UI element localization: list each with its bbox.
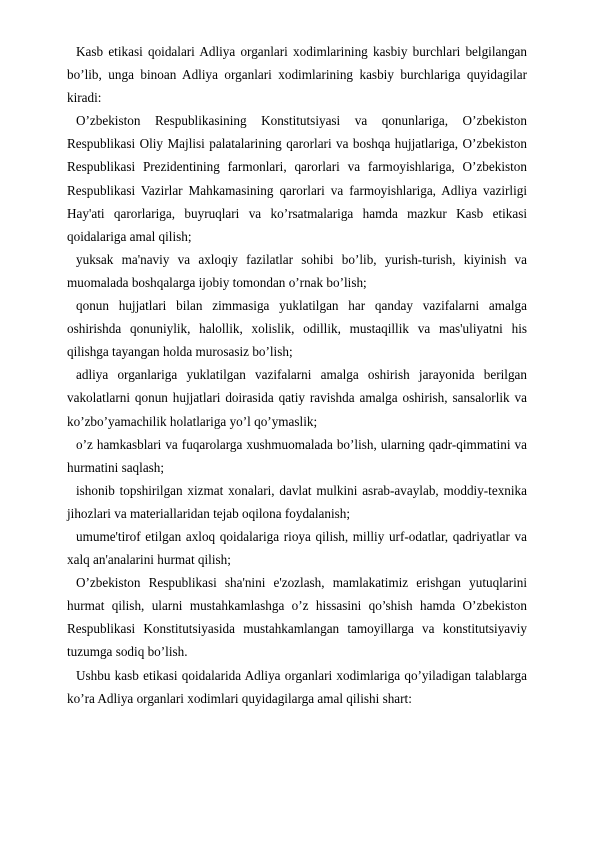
- document-body: [67, 40, 527, 710]
- paragraph-duty-courtesy: o’z hamkasblari va fuqarolarga xushmuomalada bo’lish, ularning qadr-qimmatini va hurmatini saqlash;: [67, 436, 527, 475]
- paragraph-closing: Ushbu kasb etikasi qoidalarida Adliya organlari xodimlariga qo’yiladigan talablarga ko’ra Adliya organlari xodimlari quyidagilarga amal qilishi shart:: [67, 667, 527, 706]
- paragraph-intro: Kasb etikasi qoidalari Adliya organlari xodimlarining kasbiy burchlari belgilangan bo’lib, unga binoan Adliya organlari xodimlarining kasbiy burchlariga quyidagilar kiradi:: [67, 44, 527, 106]
- paragraph-duty-moral-example: yuksak ma'naviy va axloqiy fazilatlar sohibi bo’lib, yurish-turish, kiyinish va muomalada boshqalarga ijobiy tomondan o’rnak bo’lish;: [67, 251, 527, 290]
- paragraph-duty-legislation: O’zbekiston Respublikasining Konstitutsiyasi va qonunlariga, O’zbekiston Respublikasi Oliy Majlisi palatalarining qarorlari va boshqa hujjatlariga, O’zbekiston Respublikasi Prezidentining farmonlari, qarorlari va farmoyishlariga, O’zbekiston Respublikasi Vazirlar Mahkamasining qarorlari va farmoyishlariga, Adliya vazirligi Hay'ati qarorlariga, buyruqlari va ko’rsatmalariga hamda mazkur Kasb etikasi qoidalariga amal qilish;: [67, 113, 527, 244]
- paragraph-duty-property: ishonib topshirilgan xizmat xonalari, davlat mulkini asrab-avaylab, moddiy-texnika jihozlari va materiallaridan tejab oqilona foydalanish;: [67, 482, 527, 521]
- paragraph-duty-authority: adliya organlariga yuklatilgan vazifalarni amalga oshirish jarayonida berilgan vakolatlarni qonun hujjatlari doirasida qatiy ravishda amalga oshirish, sansalorlik va ko’zbo’yamachilik holatlariga yo’l qo’ymaslik;: [67, 367, 527, 429]
- paragraph-duty-legality: qonun hujjatlari bilan zimmasiga yuklatilgan har qanday vazifalarni amalga oshirishda qonuniylik, halollik, xolislik, odillik, mustaqillik va mas'uliyatni his qilishga tayangan holda murosasiz bo’lish;: [67, 298, 527, 360]
- paragraph-duty-traditions: umume'tirof etilgan axloq qoidalariga rioya qilish, milliy urf-odatlar, qadriyatlar va xalq an'analarini hurmat qilish;: [67, 528, 527, 568]
- paragraph-duty-patriotism: O’zbekiston Respublikasi sha'nini e'zozlash, mamlakatimiz erishgan yutuqlarini hurmat qilish, ularni mustahkamlashga o’z hissasini qo’shish hamda O’zbekiston Respublikasi Konstitutsiyasida mustahkamlangan tamoyillarga va konstitutsiyaviy tuzumga sodiq bo’lish.: [67, 575, 527, 660]
